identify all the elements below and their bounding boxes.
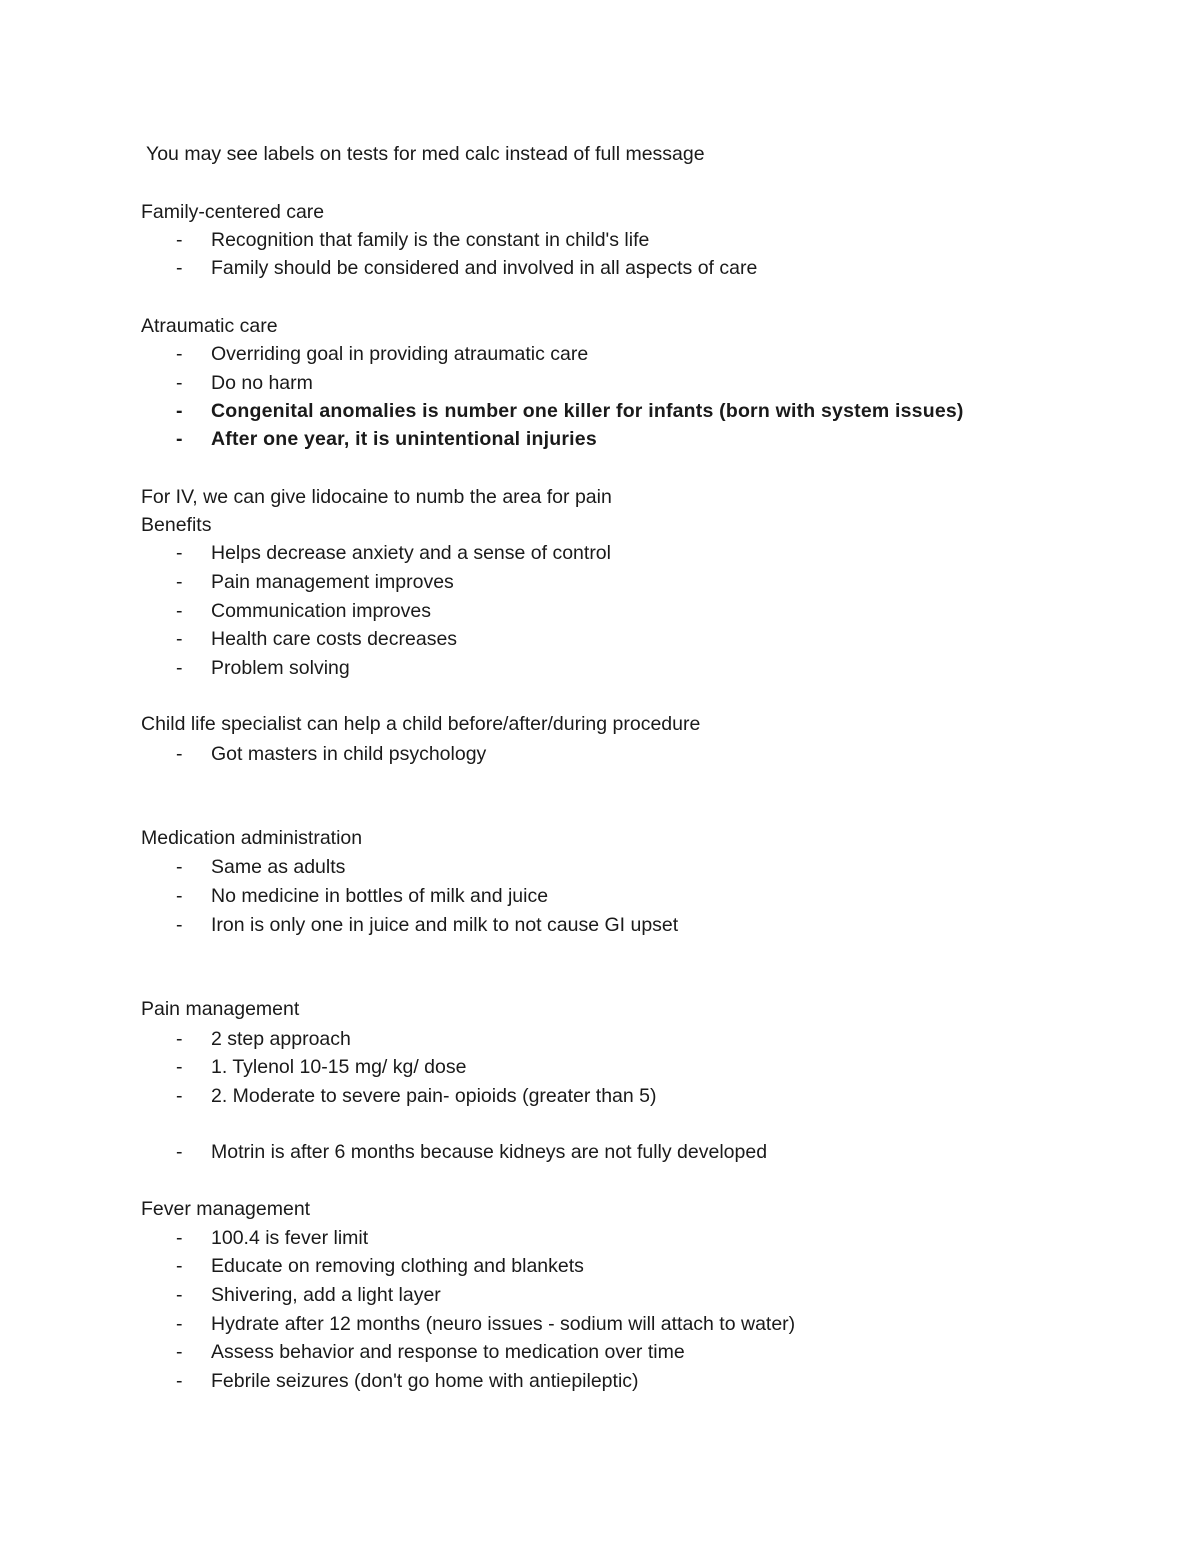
list-item-text: Educate on removing clothing and blankets	[211, 1255, 584, 1277]
list-item-text: 2. Moderate to severe pain- opioids (greater than 5)	[211, 1085, 657, 1107]
bullet-marker: -	[176, 856, 183, 878]
bullet-marker: -	[176, 743, 183, 765]
bullet-marker: -	[176, 1056, 183, 1078]
list-item-text: Recognition that family is the constant in child's life	[211, 229, 650, 251]
bullet-marker: -	[176, 1370, 183, 1392]
bullet-marker: -	[176, 257, 183, 279]
section-heading-benefits: Benefits	[141, 514, 212, 536]
list-item-text: Hydrate after 12 months (neuro issues - sodium will attach to water)	[211, 1313, 796, 1335]
list-item-text: After one year, it is unintentional injuries	[211, 428, 597, 450]
list-item-text: 2 step approach	[211, 1028, 351, 1050]
list-item-text: Motrin is after 6 months because kidneys are not fully developed	[211, 1141, 768, 1163]
bullet-marker: -	[176, 885, 183, 907]
list-item-text: Got masters in child psychology	[211, 743, 487, 765]
list-item-text: Family should be considered and involved in all aspects of care	[211, 257, 758, 279]
list-item-text: Same as adults	[211, 856, 346, 878]
bullet-marker: -	[176, 1141, 183, 1163]
list-item-text: Febrile seizures (don't go home with antiepileptic)	[211, 1370, 639, 1392]
list-item-text: Overriding goal in providing atraumatic care	[211, 343, 589, 365]
bullet-marker: -	[176, 229, 183, 251]
bullet-marker: -	[176, 1255, 183, 1277]
list-item-text: Do no harm	[211, 372, 313, 394]
list-item-text: Congenital anomalies is number one killer for infants (born with system issues)	[211, 400, 964, 422]
section-heading-medication-administration: Medication administration	[141, 827, 363, 849]
section-heading-fever-management: Fever management	[141, 1198, 311, 1220]
list-item-text: 1. Tylenol 10-15 mg/ kg/ dose	[211, 1056, 467, 1078]
bullet-marker: -	[176, 400, 183, 422]
bullet-marker: -	[176, 372, 183, 394]
list-item-text: Helps decrease anxiety and a sense of control	[211, 542, 611, 564]
bullet-marker: -	[176, 1313, 183, 1335]
bullet-marker: -	[176, 542, 183, 564]
section-heading-pain-management: Pain management	[141, 998, 300, 1020]
list-item-text: Health care costs decreases	[211, 628, 458, 650]
section-heading-child-life-specialist: Child life specialist can help a child before/after/during procedure	[141, 713, 701, 735]
bullet-marker: -	[176, 1284, 183, 1306]
list-item-text: 100.4 is fever limit	[211, 1227, 369, 1249]
bullet-marker: -	[176, 343, 183, 365]
bullet-marker: -	[176, 600, 183, 622]
bullet-marker: -	[176, 657, 183, 679]
bullet-marker: -	[176, 914, 183, 936]
intro-note: You may see labels on tests for med calc instead of full message	[146, 143, 705, 165]
list-item-text: No medicine in bottles of milk and juice	[211, 885, 549, 907]
list-item-text: Iron is only one in juice and milk to not cause GI upset	[211, 914, 679, 936]
section-heading-atraumatic-care: Atraumatic care	[141, 315, 278, 337]
bullet-marker: -	[176, 1085, 183, 1107]
bullet-marker: -	[176, 1341, 183, 1363]
bullet-marker: -	[176, 1028, 183, 1050]
list-item-text: Shivering, add a light layer	[211, 1284, 441, 1306]
iv-note: For IV, we can give lidocaine to numb the area for pain	[141, 486, 612, 508]
list-item-text: Pain management improves	[211, 571, 454, 593]
section-heading-family-centered-care: Family-centered care	[141, 201, 325, 223]
bullet-marker: -	[176, 428, 183, 450]
bullet-marker: -	[176, 571, 183, 593]
bullet-marker: -	[176, 1227, 183, 1249]
list-item-text: Assess behavior and response to medication over time	[211, 1341, 685, 1363]
list-item-text: Communication improves	[211, 600, 431, 622]
bullet-marker: -	[176, 628, 183, 650]
list-item-text: Problem solving	[211, 657, 350, 679]
